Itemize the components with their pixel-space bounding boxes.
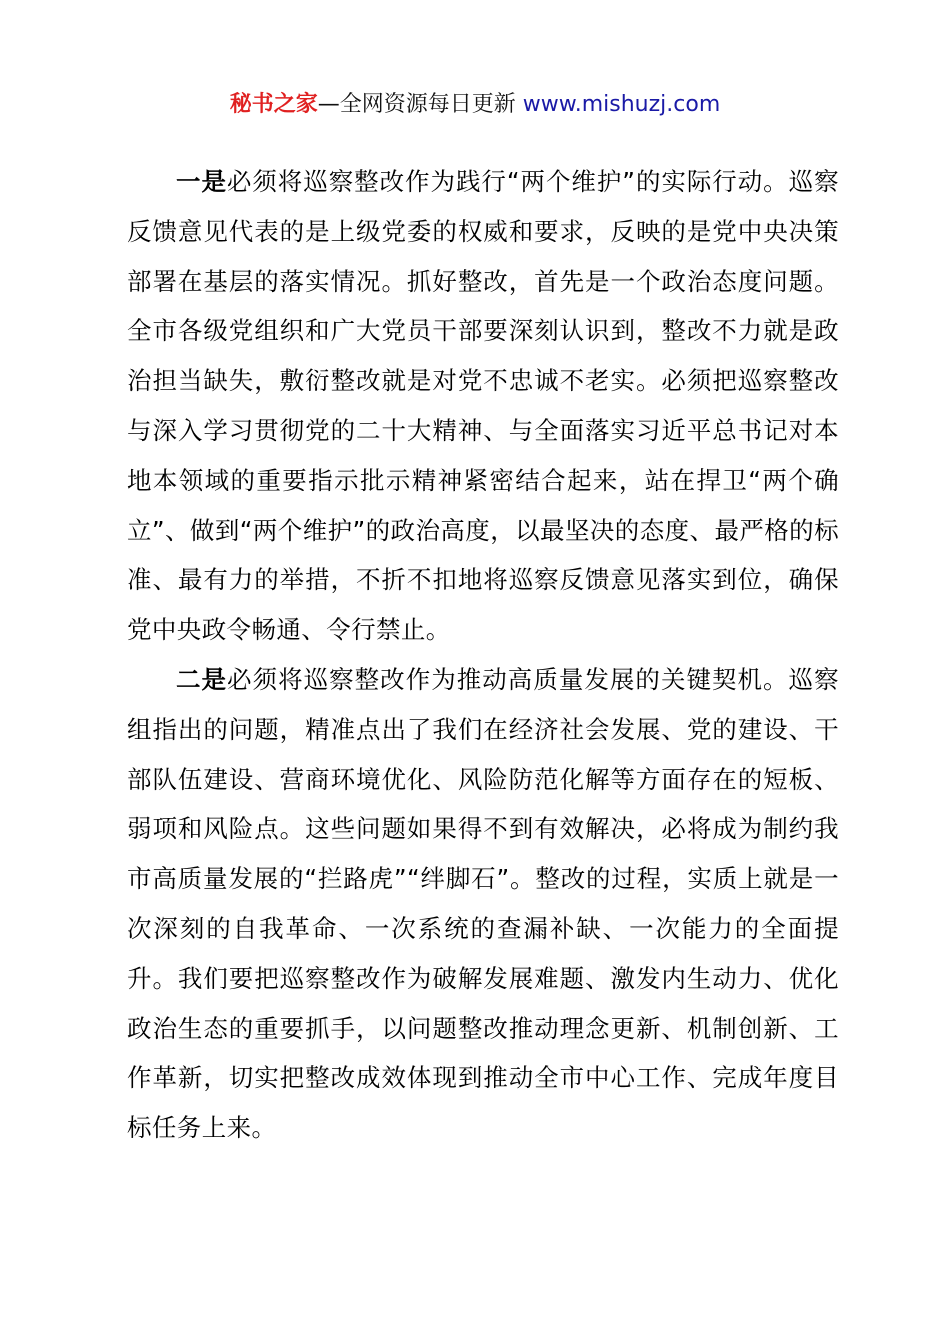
- brand-name: 秘书之家: [229, 92, 318, 117]
- paragraph-1: [127, 157, 839, 655]
- paragraph-1-text: 必须将巡察整改作为践行“两个维护”的实际行动。巡察反馈意见代表的是上级党委的权威和要求，反映的是党中央决策部署在基层的落实情况。抓好整改，首先是一个政治态度问题。全市各级党组织和广大党员干部要深刻认识到，整改不力就是政治担当缺失，敷衍整改就是对党不忠诚不老实。必须把巡察整改与深入学习贯彻党的二十大精神、与全面落实习近平总书记对本地本领域的重要指示批示精神紧密结合起来，站在捍卫“两个确立”、做到“两个维护”的政治高度，以最坚决的态度、最严格的标准、最有力的举措，不折不扣地将巡察反馈意见落实到位，确保党中央政令畅通、令行禁止。: [127, 167, 839, 645]
- document-body: [127, 157, 839, 1153]
- website-link[interactable]: www.mishuzj.com: [522, 92, 721, 117]
- paragraph-2-lead: 二是: [176, 664, 228, 694]
- paragraph-2: [127, 655, 839, 1153]
- paragraph-1-lead: 一是: [176, 167, 227, 196]
- header-tagline: —全网资源每日更新: [317, 92, 523, 117]
- paragraph-2-text: 必须将巡察整改作为推动高质量发展的关键契机。巡察组指出的问题，精准点出了我们在经济社会发展、党的建设、干部队伍建设、营商环境优化、风险防范化解等方面存在的短板、弱项和风险点。这些问题如果得不到有效解决，必将成为制约我市高质量发展的“拦路虎”“绊脚石”。整改的过程，实质上就是一次深刻的自我革命、一次系统的查漏补缺、一次能力的全面提升。我们要把巡察整改作为破解发展难题、激发内生动力、优化政治生态的重要抓手，以问题整改推动理念更新、机制创新、工作革新，切实把整改成效体现到推动全市中心工作、完成年度目标任务上来。: [127, 664, 839, 1143]
- page-header: [0, 88, 950, 122]
